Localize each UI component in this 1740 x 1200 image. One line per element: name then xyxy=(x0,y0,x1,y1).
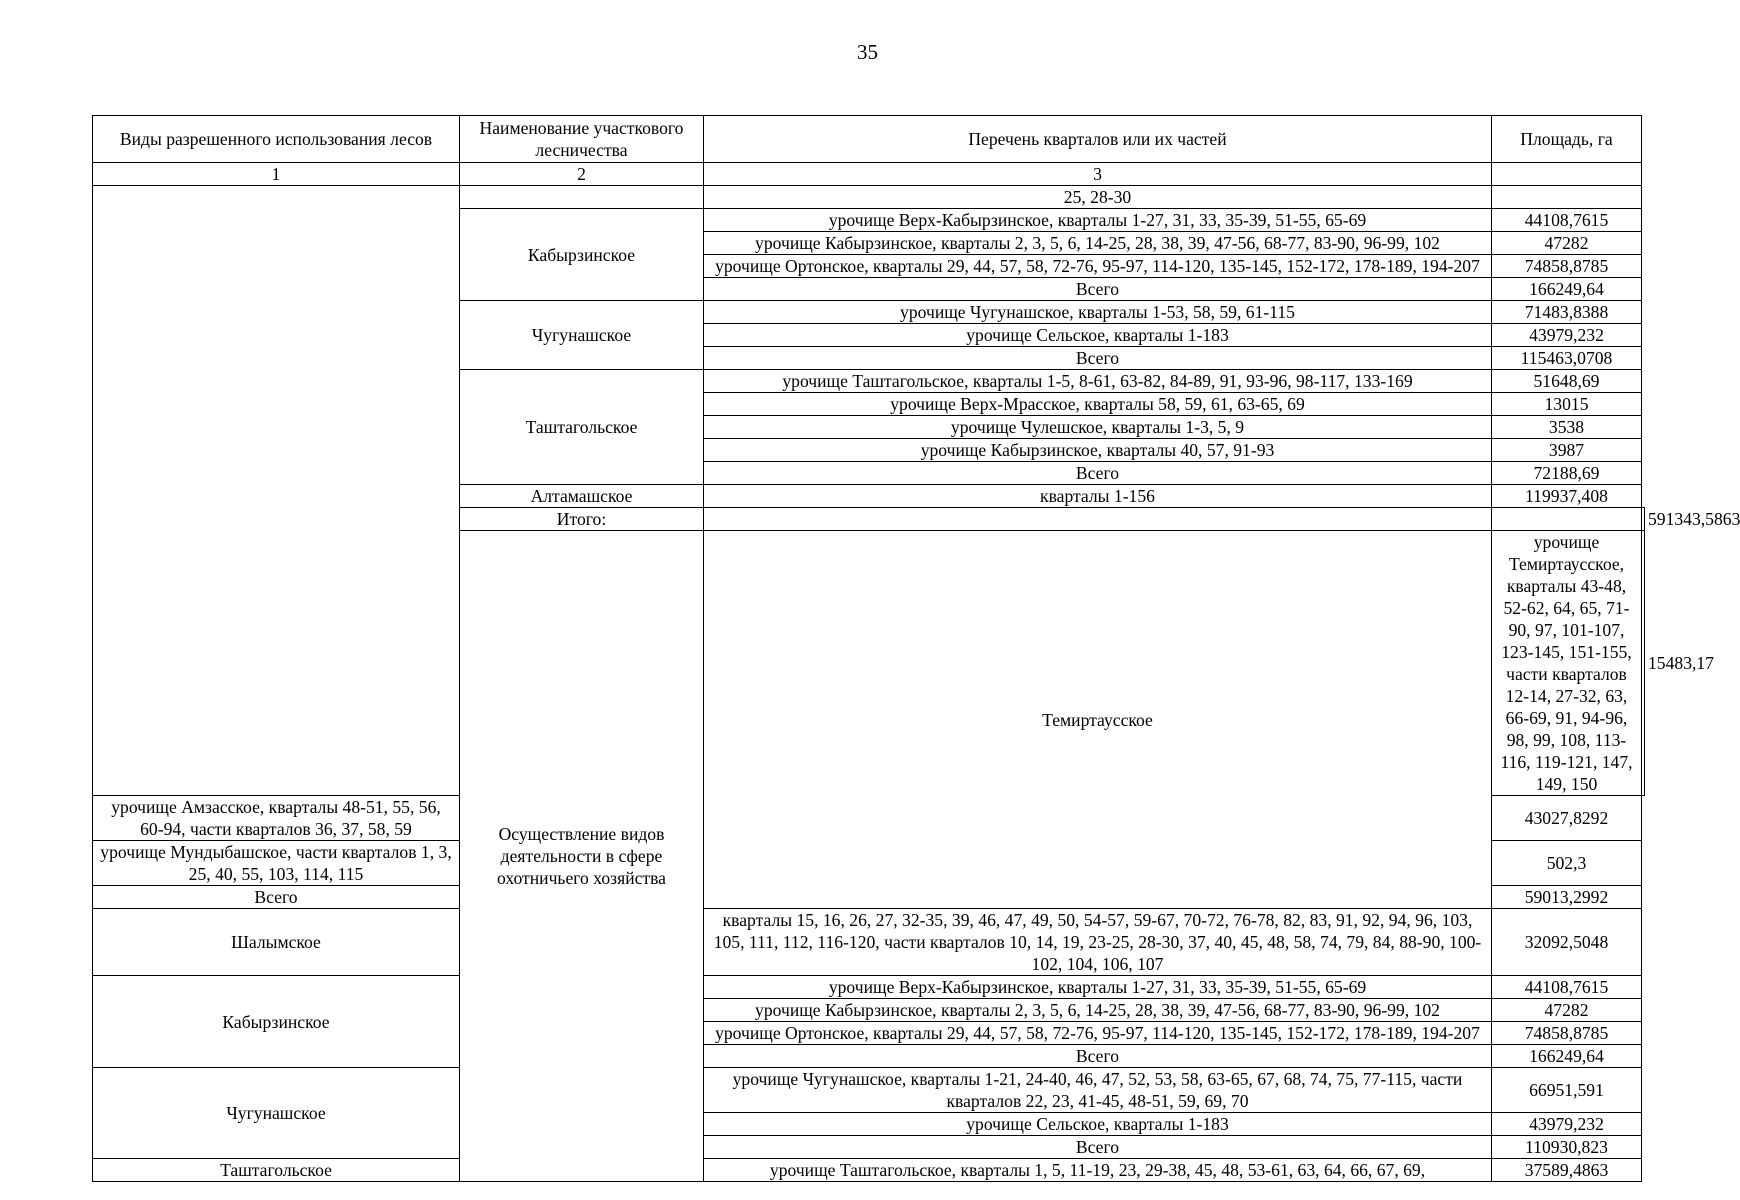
table-row xyxy=(93,909,1645,976)
column-number: 3 xyxy=(704,163,1492,186)
area-cell: 15483,17 xyxy=(1642,531,1645,796)
area-cell: 71483,8388 xyxy=(1492,301,1642,324)
district-cell: Темиртаусское xyxy=(704,531,1492,909)
area-cell: 13015 xyxy=(1492,393,1642,416)
table-row xyxy=(93,186,1645,209)
list-cell: урочище Амзасское, кварталы 48-51, 55, 56, 60-94, части кварталов 36, 37, 58, 59 xyxy=(93,796,460,841)
district-cell: Таштагольское xyxy=(460,370,704,485)
list-cell: урочище Кабырзинское, кварталы 40, 57, 91-93 xyxy=(704,439,1492,462)
list-cell: Всего xyxy=(704,278,1492,301)
list-cell: урочище Верх-Мрасское, кварталы 58, 59, 61, 63-65, 69 xyxy=(704,393,1492,416)
list-cell: урочище Сельское, кварталы 1-183 xyxy=(704,1113,1492,1136)
area-cell: 44108,7615 xyxy=(1492,976,1642,999)
list-cell: урочище Верх-Кабырзинское, кварталы 1-27, 31, 33, 35-39, 51-55, 65-69 xyxy=(704,976,1492,999)
list-cell: Всего xyxy=(704,1136,1492,1159)
table-row xyxy=(93,976,1645,999)
list-cell: Всего xyxy=(704,347,1492,370)
header-district: Наименование участкового лесничества xyxy=(460,116,704,163)
table-row xyxy=(93,1159,1645,1182)
area-cell: 119937,408 xyxy=(1492,485,1642,508)
area-cell: 74858,8785 xyxy=(1492,1022,1642,1045)
district-cell xyxy=(460,186,704,209)
list-cell: Всего xyxy=(93,886,460,909)
area-cell: 32092,5048 xyxy=(1492,909,1642,976)
district-cell: Алтамашское xyxy=(460,485,704,508)
table-row xyxy=(93,1068,1645,1113)
header-row xyxy=(93,116,1645,163)
list-cell: урочище Верх-Кабырзинское, кварталы 1-27, 31, 33, 35-39, 51-55, 65-69 xyxy=(704,209,1492,232)
district-cell: Кабырзинское xyxy=(460,209,704,301)
area-cell: 43027,8292 xyxy=(1492,796,1642,841)
district-cell: Чугунашское xyxy=(93,1068,460,1159)
area-cell: 47282 xyxy=(1492,999,1642,1022)
list-cell xyxy=(1492,508,1642,531)
column-number: 1 xyxy=(93,163,460,186)
area-cell: 43979,232 xyxy=(1492,324,1642,347)
forest-use-table xyxy=(92,115,1740,1182)
area-cell: 3538 xyxy=(1492,416,1642,439)
list-cell: урочище Мундыбашское, части кварталов 1, 3, 25, 40, 55, 103, 114, 115 xyxy=(93,841,460,886)
area-cell: 37589,4863 xyxy=(1492,1159,1642,1182)
total-label: Итого: xyxy=(460,508,704,531)
list-cell: урочище Сельское, кварталы 1-183 xyxy=(704,324,1492,347)
header-list: Перечень кварталов или их частей xyxy=(704,116,1492,163)
area-cell: 66951,591 xyxy=(1492,1068,1642,1113)
list-cell: урочище Ортонское, кварталы 29, 44, 57, 58, 72-76, 95-97, 114-120, 135-145, 152-172, 178-189, 194-207 xyxy=(704,255,1492,278)
list-cell: урочище Кабырзинское, кварталы 2, 3, 5, 6, 14-25, 28, 38, 39, 47-56, 68-77, 83-90, 96-99, 102 xyxy=(704,232,1492,255)
area-cell: 44108,7615 xyxy=(1492,209,1642,232)
list-cell: кварталы 1-156 xyxy=(704,485,1492,508)
total-area: 591343,5863 xyxy=(1642,508,1645,531)
area-cell: 115463,0708 xyxy=(1492,347,1642,370)
list-cell: урочище Таштагольское, кварталы 1, 5, 11-19, 23, 29-38, 45, 48, 53-61, 63, 64, 66, 67, 69, xyxy=(704,1159,1492,1182)
area-cell: 74858,8785 xyxy=(1492,255,1642,278)
area-cell: 43979,232 xyxy=(1492,1113,1642,1136)
list-cell: урочище Ортонское, кварталы 29, 44, 57, 58, 72-76, 95-97, 114-120, 135-145, 152-172, 178-189, 194-207 xyxy=(704,1022,1492,1045)
area-cell: 3987 xyxy=(1492,439,1642,462)
list-cell: урочище Чугунашское, кварталы 1-53, 58, 59, 61-115 xyxy=(704,301,1492,324)
area-cell: 51648,69 xyxy=(1492,370,1642,393)
list-cell: Всего xyxy=(704,462,1492,485)
district-cell: Таштагольское xyxy=(93,1159,460,1182)
list-cell: урочище Кабырзинское, кварталы 2, 3, 5, 6, 14-25, 28, 38, 39, 47-56, 68-77, 83-90, 96-99, 102 xyxy=(704,999,1492,1022)
district-cell: Кабырзинское xyxy=(93,976,460,1068)
area-cell: 166249,64 xyxy=(1492,1045,1642,1068)
column-number: 2 xyxy=(460,163,704,186)
list-cell: урочище Чулешское, кварталы 1-3, 5, 9 xyxy=(704,416,1492,439)
district-cell xyxy=(704,508,1492,531)
header-area: Площадь, га xyxy=(1492,116,1642,163)
kind-cell: Осуществление видов деятельности в сфере охотничьего хозяйства xyxy=(460,531,704,1182)
kind-cell xyxy=(93,186,460,796)
list-cell: урочище Темиртаусское, кварталы 43-48, 52-62, 64, 65, 71-90, 97, 101-107, 123-145, 151-155, части кварталов 12-14, 27-32, 63, 66-69, 91, 94-96, 98, 99, 108, 113-116, 119-121, 147, 149, 150 xyxy=(1492,531,1642,796)
area-cell: 72188,69 xyxy=(1492,462,1642,485)
list-cell: 25, 28-30 xyxy=(704,186,1492,209)
area-cell: 502,3 xyxy=(1492,841,1642,886)
area-cell: 47282 xyxy=(1492,232,1642,255)
area-cell: 59013,2992 xyxy=(1492,886,1642,909)
column-number-row xyxy=(93,163,1645,186)
area-cell: 166249,64 xyxy=(1492,278,1642,301)
district-cell: Чугунашское xyxy=(460,301,704,370)
column-number xyxy=(1492,163,1642,186)
list-cell: урочище Чугунашское, кварталы 1-21, 24-40, 46, 47, 52, 53, 58, 63-65, 67, 68, 74, 75, 77-115, части кварталов 22, 23, 41-45, 48-51, 59, 69, 70 xyxy=(704,1068,1492,1113)
area-cell: 110930,823 xyxy=(1492,1136,1642,1159)
header-kind: Виды разрешенного использования лесов xyxy=(93,116,460,163)
list-cell: кварталы 15, 16, 26, 27, 32-35, 39, 46, 47, 49, 50, 54-57, 59-67, 70-72, 76-78, 82, 83, 91, 92, 94, 96, 103, 105, 111, 112, 116-120, части кварталов 10, 14, 19, 23-25, 28-30, 37, 40, 45, 48, 58, 74, 79, 84, 88-90, 100-102, 104, 106, 107 xyxy=(704,909,1492,976)
list-cell: Всего xyxy=(704,1045,1492,1068)
page-number: 35 xyxy=(857,40,878,64)
area-cell xyxy=(1492,186,1642,209)
district-cell: Шалымское xyxy=(93,909,460,976)
list-cell: урочище Таштагольское, кварталы 1-5, 8-61, 63-82, 84-89, 91, 93-96, 98-117, 133-169 xyxy=(704,370,1492,393)
